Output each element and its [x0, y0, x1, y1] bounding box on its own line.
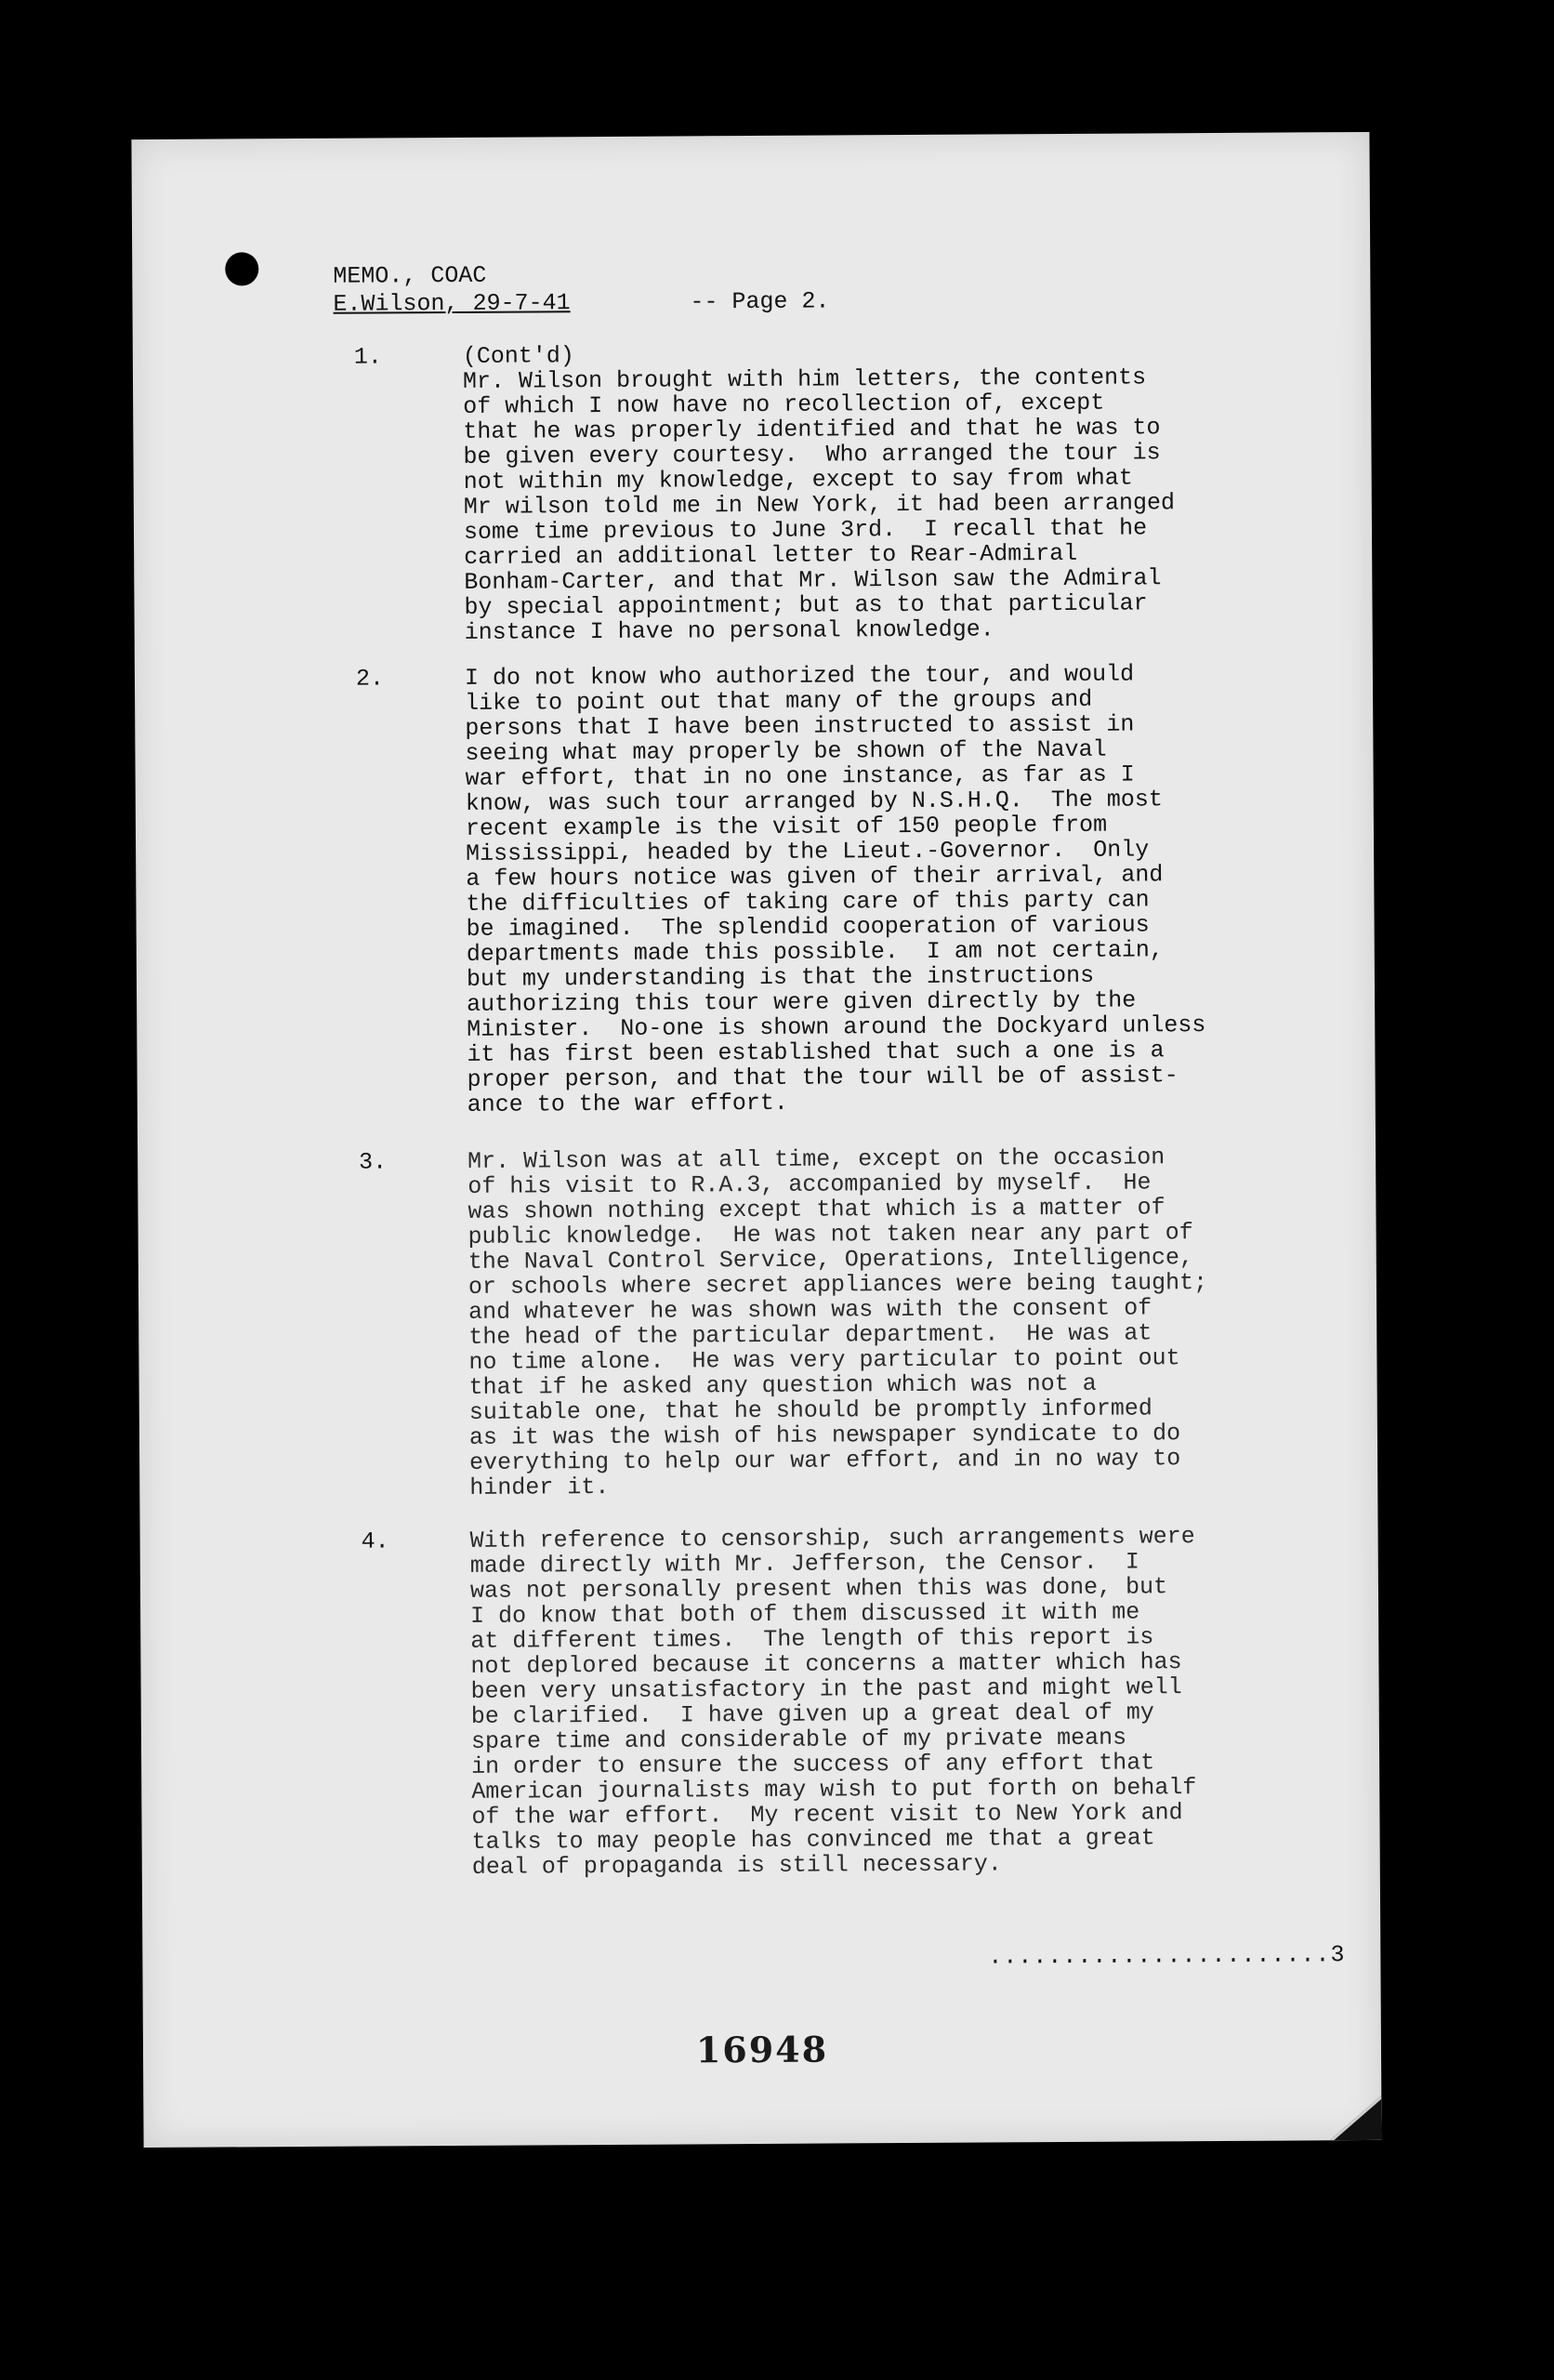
text-line: suitable one, that he should be promptly informed [468, 1395, 1152, 1426]
text-line: of his visit to R.A.3, accompanied by myself. He [468, 1169, 1152, 1200]
continuation-marker: .......................3 [988, 1941, 1346, 1971]
text-line: Mississippi, headed by the Lieut.-Governor. Only [466, 836, 1150, 867]
text-line: Bonham-Carter, and that Mr. Wilson saw the Admiral [464, 564, 1162, 596]
text-line: like to point out that many of the groups and [465, 685, 1093, 717]
text-line: been very unsatisfactory in the past and might well [470, 1673, 1182, 1705]
text-line: persons that I have been instructed to assist in [465, 710, 1135, 742]
text-line: or schools where secret appliances were being taught; [468, 1269, 1208, 1301]
text-line: be given every courtesy. Who arranged the tour is [463, 439, 1161, 470]
text-line: some time previous to June 3rd. I recall that he [463, 514, 1148, 546]
text-line: Mr. Wilson brought with him letters, the contents [462, 364, 1147, 395]
paragraph-body [463, 338, 1320, 645]
text-line: Minister. No-one is shown around the Dockyard unless [467, 1012, 1206, 1043]
text-line: be clarified. I have given up a great deal of my [470, 1699, 1154, 1730]
text-line: Mr. Wilson was at all time, except on the occasion [468, 1144, 1166, 1175]
document-number: 16948 [695, 2028, 829, 2071]
text-line: it has first been established that such a one is a [467, 1037, 1165, 1068]
text-line: but my understanding is that the instructions [466, 961, 1095, 993]
page-label: -- Page 2. [690, 287, 830, 316]
paragraph-number: 4. [361, 1527, 389, 1555]
paragraph-body [468, 1144, 1324, 1501]
paragraph-1 [353, 338, 1320, 646]
text-line: was not personally present when this was done, but [469, 1573, 1168, 1605]
memo-author-date: E.Wilson, 29-7-41 [333, 289, 571, 318]
text-line: ance to the war effort. [467, 1089, 788, 1118]
text-line: that he was properly identified and that he was to [463, 414, 1161, 445]
text-line: instance I have no personal knowledge. [464, 615, 994, 646]
text-line: (Cont'd) [462, 342, 574, 370]
text-line: American journalists may wish to put forth on behalf [471, 1774, 1197, 1805]
text-line: as it was the wish of his newspaper syndicate to do [468, 1420, 1181, 1451]
memo-header [333, 261, 570, 319]
text-line: talks to may people has convinced me that a great [471, 1824, 1155, 1856]
text-line: carried an additional letter to Rear-Admiral [464, 539, 1078, 571]
text-line: I do not know who authorized the tour, and would [464, 660, 1135, 692]
document-page [131, 132, 1381, 2148]
text-line: not within my knowledge, except to say from what [463, 464, 1133, 496]
text-line: everything to help our war effort, and in no way to [469, 1445, 1181, 1476]
text-line: know, was such tour arranged by N.S.H.Q. The most [465, 786, 1163, 817]
text-line: and whatever he was shown was with the consent of [468, 1294, 1152, 1326]
paragraph-number: 2. [355, 665, 385, 693]
text-line: hinder it. [469, 1473, 610, 1501]
text-line: public knowledge. He was not taken near any part of [468, 1219, 1193, 1250]
text-line: be imagined. The splendid cooperation of various [466, 911, 1150, 943]
text-line: Mr wilson told me in New York, it had been arranged [463, 489, 1176, 521]
text-line: of the war effort. My recent visit to New York and [471, 1799, 1183, 1831]
text-line: deal of propaganda is still necessary. [471, 1850, 1002, 1881]
text-line: the Naval Control Service, Operations, Intelligence, [468, 1244, 1194, 1276]
text-line: by special appointment; but as to that particular [464, 589, 1148, 621]
paragraph-2 [355, 660, 1323, 1118]
text-line: no time alone. He was very particular to point out [468, 1344, 1180, 1376]
paragraph-number: 1. [353, 343, 382, 371]
text-line: authorizing this tour were given directly by the [467, 986, 1137, 1018]
text-line: made directly with Mr. Jefferson, the Censor. I [469, 1548, 1139, 1580]
text-line: of which I now have no recollection of, except [463, 389, 1105, 420]
text-line: I do know that both of them discussed it with me [470, 1598, 1140, 1630]
text-line: proper person, and that the tour will be of assist- [467, 1062, 1179, 1093]
text-line: a few hours notice was given of their arrival, and [466, 861, 1164, 892]
paragraph-3 [359, 1144, 1324, 1501]
text-line: the head of the particular department. He was at [468, 1319, 1152, 1351]
memo-reference: MEMO., COAC [333, 261, 487, 290]
paragraph-body [465, 660, 1323, 1117]
punch-hole [225, 252, 258, 285]
text-line: that if he asked any question which was not a [468, 1369, 1097, 1401]
text-line: departments made this possible. I am not certain, [466, 936, 1164, 968]
paragraph-4 [361, 1523, 1327, 1881]
text-line: spare time and considerable of my private means [470, 1724, 1127, 1755]
paragraph-body [470, 1523, 1327, 1880]
text-line: not deplored because it concerns a matter which has [470, 1648, 1182, 1680]
text-line: in order to ensure the success of any effort that [471, 1749, 1155, 1780]
text-line: With reference to censorship, such arrangements were [469, 1523, 1195, 1554]
text-line: the difficulties of taking care of this party can [466, 886, 1150, 918]
text-line: was shown nothing except that which is a matter of [468, 1194, 1166, 1225]
text-line: recent example is the visit of 150 people from [465, 811, 1108, 842]
paragraph-number: 3. [359, 1148, 388, 1176]
text-line: at different times. The length of this report is [470, 1623, 1154, 1655]
text-line: war effort, that in no one instance, as far as I [465, 760, 1135, 792]
text-line: seeing what may properly be shown of the Naval [465, 735, 1107, 767]
